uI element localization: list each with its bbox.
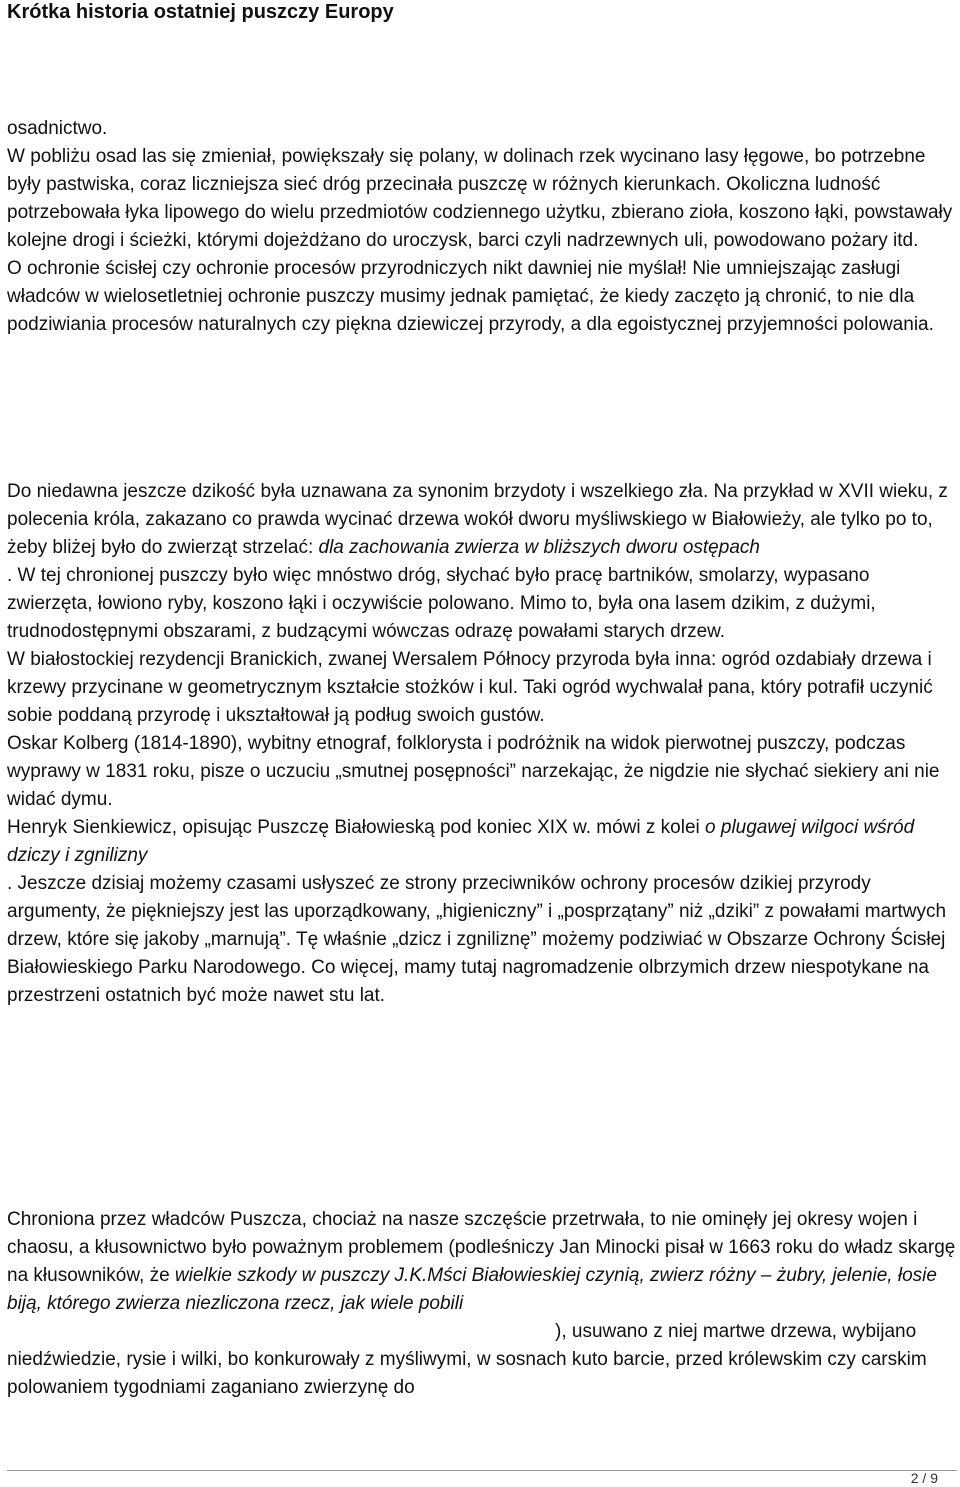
paragraph: O ochronie ścisłej czy ochronie procesów przyrodniczych nikt dawniej nie myślał! Nie umniejszając zasługi władców w wielosetletniej ochronie puszczy musimy jednak pamiętać, że kiedy zaczęto ją chronić, to nie dla podziwiania procesów naturalnych czy piękna dziewiczej przyrody, a dla egoistycznej przyjemności polowania. [7,258,934,335]
paragraph-text: Henryk Sienkiewicz, opisując Puszczę Białowieską pod koniec XIX w. mówi z kolei [7,817,706,838]
footer-divider [7,1470,957,1471]
document-title: Krótka historia ostatniej puszczy Europy [7,1,394,23]
paragraph [7,478,957,562]
paragraph [7,1206,957,1402]
paragraph: . Jeszcze dzisiaj możemy czasami usłyszeć ze strony przeciwników ochrony procesów dzikiej przyrody argumenty, że piękniejszy jest las uporządkowany, „higieniczny” i „posprzątany” niż „dziki” z powałami martwych drzew, które się jakoby „marnują”. Tę właśnie „dzicz i zgniliznę” możemy podziwiać w Obszarze Ochrony Ścisłej Białowieskiego Parku Narodowego. Co więcej, mamy tutaj nagromadzenie olbrzymich drzew niespotykane na przestrzeni ostatnich być może nawet stu lat. [7,873,947,1006]
text-block-1 [7,115,957,339]
paragraph: W białostockiej rezydencji Branickich, zwanej Wersalem Północy przyroda była inna: ogród ozdabiały drzewa i krzewy przycinane w geometrycznym kształcie stożków i kul. Taki ogród wychwalał pana, który potrafił uczynić sobie poddaną przyrodę i ukształtował ją podług swoich gustów. [7,649,933,726]
page-number: 2 / 9 [910,1470,938,1486]
paragraph: . W tej chronionej puszczy było więc mnóstwo dróg, słychać było pracę bartników, smolarzy, wypasano zwierzęta, łowiono ryby, koszono łąki i oczywiście polowano. Mimo to, była ona lasem dzikim, z dużymi, trudnodostępnymi obszarami, z budzącymi wówczas odrazę powałami starych drzew. [7,565,876,642]
paragraph-text: ), usuwano z niej martwe drzewa, wybijano niedźwiedzie, rysie i wilki, bo konkurowały z myśliwymi, w sosnach kuto barcie, przed królewskim czy carskim polowaniem tygodniami zaganiano zwierzynę do [7,1321,927,1398]
text-block-3 [7,1206,957,1402]
paragraph-text: Do niedawna jeszcze dzikość była uznawana za synonim brzydoty i wszelkiego zła. Na przykład w XVII wieku, z polecenia króla, zakazano co prawda wycinać drzewa wokół dworu myśliwskiego w Białowieży, ale tylko po to, żeby bliżej było do zwierząt strzelać: [7,481,948,558]
historical-quote: wielkie szkody w puszczy J.K.Mści Białowieskiej czynią, zwierz różny – żubry, jelenie, łosie biją, którego zwierza niezliczona rzecz, jak wiele pobili [7,1265,937,1314]
paragraph: osadnictwo. [7,118,108,139]
paragraph: Oskar Kolberg (1814-1890), wybitny etnograf, folklorysta i podróżnik na widok pierwotnej puszczy, podczas wyprawy w 1831 roku, pisze o uczuciu „smutnej posępności” narzekając, że nigdzie nie słychać siekiery ani nie widać dymu. [7,733,940,810]
paragraph: W pobliżu osad las się zmieniał, powiększały się polany, w dolinach rzek wycinano lasy łęgowe, bo potrzebne były pastwiska, coraz liczniejsza sieć dróg przecinała puszczę w różnych kierunkach. Okoliczna ludność potrzebowała łyka lipowego do wielu przedmiotów codziennego użytku, zbierano zioła, koszono łąki, powstawały kolejne drogi i ścieżki, którymi dojeżdżano do uroczysk, barci czyli nadrzewnych uli, powodowano pożary itd. [7,146,953,251]
paragraph-text: Chroniona przez władców Puszcza, chociaż na nasze szczęście przetrwała, to nie ominęły jej okresy wojen i chaosu, a kłusownictwo było poważnym problemem (podleśniczy Jan Minocki pisał w 1663 roku do władz skargę na kłusowników, że [7,1209,956,1286]
paragraph [7,814,957,870]
text-block-2 [7,478,957,1010]
historical-quote: dla zachowania zwierza w bliższych dworu ostępach [318,537,760,558]
historical-quote: o plugawej wilgoci wśród dziczy i zgnilizny [7,817,915,866]
